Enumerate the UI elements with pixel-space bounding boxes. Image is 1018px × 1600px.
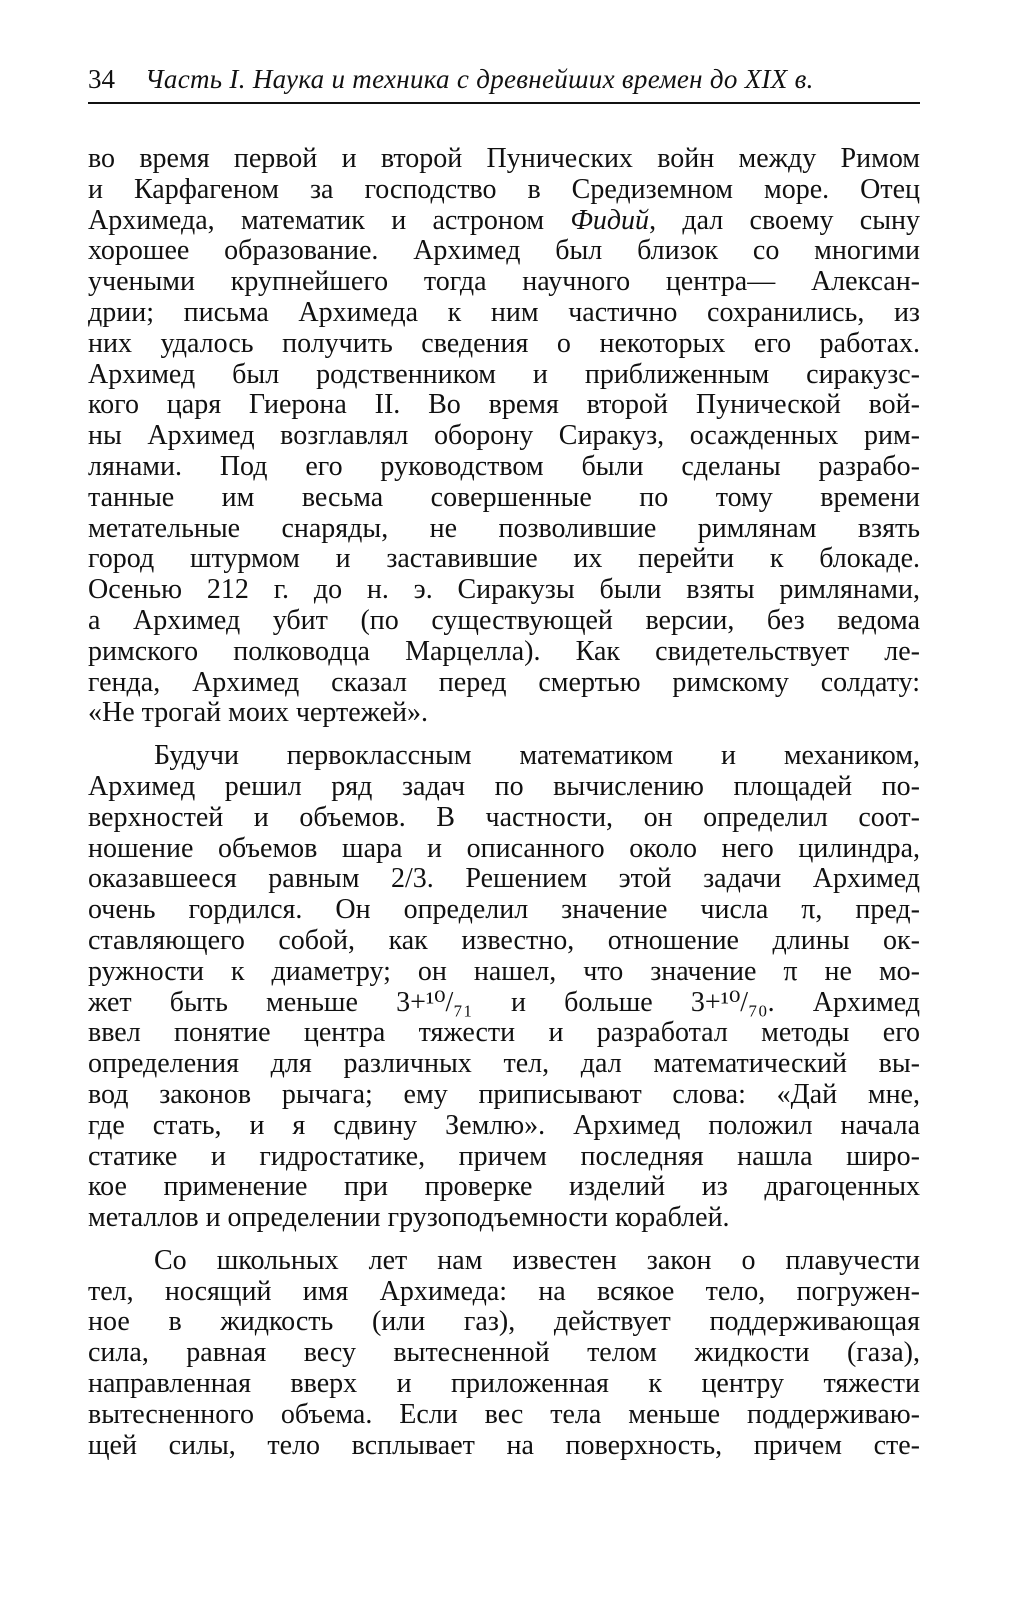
text-line: танные им весьма совершенные по тому времени: [88, 482, 920, 513]
text-line: где стать, и я сдвину Землю». Архимед положил начала: [88, 1110, 920, 1141]
running-head: [88, 62, 920, 104]
text-line: учеными крупнейшего тогда научного центра— Алексан-: [88, 267, 920, 298]
text-line: жет быть меньше 3+¹⁰/₇₁ и больше 3+¹⁰/₇₀. Архимед: [88, 987, 920, 1018]
text-line: лянами. Под его руководством были сделаны разрабо-: [88, 451, 920, 482]
paragraph-2: [88, 741, 920, 1234]
body-text: [88, 144, 920, 1461]
text-line: римского полководца Марцелла). Как свидетельствует ле-: [88, 636, 920, 667]
text-line: кого царя Гиерона II. Во время второй Пунической вой-: [88, 390, 920, 421]
text-line: определения для различных тел, дал математический вы-: [88, 1049, 920, 1080]
text-line: кое применение при проверке изделий из драгоценных: [88, 1172, 920, 1203]
text-line: а Архимед убит (по существующей версии, без ведома: [88, 605, 920, 636]
text-line: Архимед решил ряд задач по вычислению площадей по-: [88, 771, 920, 802]
text-line: Осенью 212 г. до н. э. Сиракузы были взяты римлянами,: [88, 575, 920, 606]
text-line: и Карфагеном за господство в Средиземном море. Отец: [88, 174, 920, 205]
text-line: верхностей и объемов. В частности, он определил соот-: [88, 802, 920, 833]
text-line: ввел понятие центра тяжести и разработал методы его: [88, 1018, 920, 1049]
text-line: них удалось получить сведения о некоторых его работах.: [88, 328, 920, 359]
text-line: сила, равная весу вытесненной телом жидкости (газа),: [88, 1338, 920, 1369]
text-line: тел, носящий имя Архимеда: на всякое тело, погружен-: [88, 1276, 920, 1307]
text-line: ставляющего собой, как известно, отношение длины ок-: [88, 925, 920, 956]
text-line: «Не трогай моих чертежей».: [88, 698, 429, 729]
text-line: Архимеда, математик и астроном Фидий, дал своему сыну: [88, 205, 920, 236]
text-line: статике и гидростатике, причем последняя нашла широ-: [88, 1141, 920, 1172]
text-line: направленная вверх и приложенная к центру тяжести: [88, 1369, 920, 1400]
paragraph-3: [88, 1246, 920, 1462]
book-page: [88, 62, 920, 1461]
text-line: город штурмом и заставившие их перейти к блокаде.: [88, 544, 920, 575]
text-line: ны Архимед возглавлял оборону Сиракуз, осажденных рим-: [88, 421, 920, 452]
text-line: Со школьных лет нам известен закон о плавучести: [154, 1245, 920, 1276]
text-line: хорошее образование. Архимед был близок со многими: [88, 236, 920, 267]
chapter-title: Часть I. Наука и техника с древнейших времен до XIX в.: [145, 64, 814, 94]
text-line: метательные снаряды, не позволившие римлянам взять: [88, 513, 920, 544]
text-line: ношение объемов шара и описанного около него цилиндра,: [88, 833, 920, 864]
text-line: оказавшееся равным 2/3. Решением этой задачи Архимед: [88, 864, 920, 895]
text-line: дрии; письма Архимеда к ним частично сохранились, из: [88, 297, 920, 328]
text-line: Будучи первоклассным математиком и механиком,: [154, 741, 920, 772]
page-number: 34: [88, 64, 115, 94]
text-line: металлов и определении грузоподъемности кораблей.: [88, 1203, 730, 1234]
text-line: щей силы, тело всплывает на поверхность, причем сте-: [88, 1430, 920, 1461]
text-line: очень гордился. Он определил значение числа π, пред-: [88, 895, 920, 926]
text-line: вытесненного объема. Если вес тела меньше поддерживаю-: [88, 1399, 920, 1430]
text-line: генда, Архимед сказал перед смертью римскому солдату:: [88, 667, 920, 698]
text-line: во время первой и второй Пунических войн между Римом: [88, 144, 920, 174]
text-line: Архимед был родственником и приближенным сиракузс-: [88, 359, 920, 390]
text-line: вод законов рычага; ему приписывают слова: «Дай мне,: [88, 1079, 920, 1110]
text-line: ружности к диаметру; он нашел, что значение π не мо-: [88, 956, 920, 987]
paragraph-1: [88, 144, 920, 729]
text-line: ное в жидкость (или газ), действует поддерживающая: [88, 1307, 920, 1338]
